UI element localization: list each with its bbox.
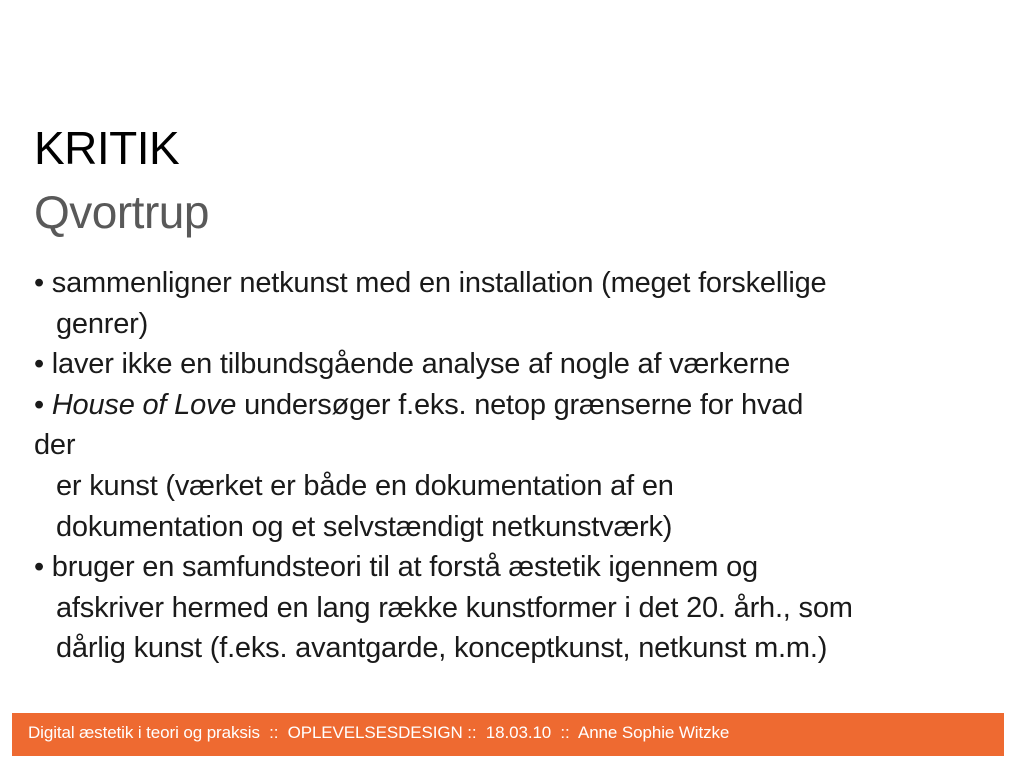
slide-subtitle: Qvortrup: [34, 186, 209, 238]
bullet-line: • bruger en samfundsteori til at forstå æstetik igennem og: [34, 551, 758, 584]
work-title-italic: House of Love: [51, 388, 237, 421]
slide-title: KRITIK: [34, 122, 180, 174]
footer-bar: [12, 713, 1004, 756]
bullet-line-rest: undersøger f.eks. netop grænserne for hvad: [236, 388, 804, 421]
bullet-line: • laver ikke en tilbundsgående analyse af nogle af værkerne: [34, 348, 791, 381]
bullet-line: [34, 385, 1019, 426]
bullet-continuation-line: er kunst (værket er både en dokumentation af en: [56, 469, 674, 502]
bullet-list: [34, 263, 1019, 669]
bullet-continuation-line: afskriver hermed en lang række kunstformer i det 20. årh., som: [56, 591, 853, 624]
bullet-continuation-line: dårlig kunst (f.eks. avantgarde, konceptkunst, netkunst m.m.): [56, 632, 828, 665]
footer-text: Digital æstetik i teori og praksis :: OPLEVELSESDESIGN :: 18.03.10 :: Anne Sophie Witzke: [28, 723, 730, 742]
bullet-prefix: •: [34, 388, 52, 421]
bullet-continuation-line: genrer): [56, 307, 149, 340]
bullet-wrap-line: der: [34, 429, 76, 462]
bullet-continuation-line: dokumentation og et selvstændigt netkunstværk): [56, 510, 673, 543]
bullet-line: • sammenligner netkunst med en installation (meget forskellige: [34, 267, 827, 299]
